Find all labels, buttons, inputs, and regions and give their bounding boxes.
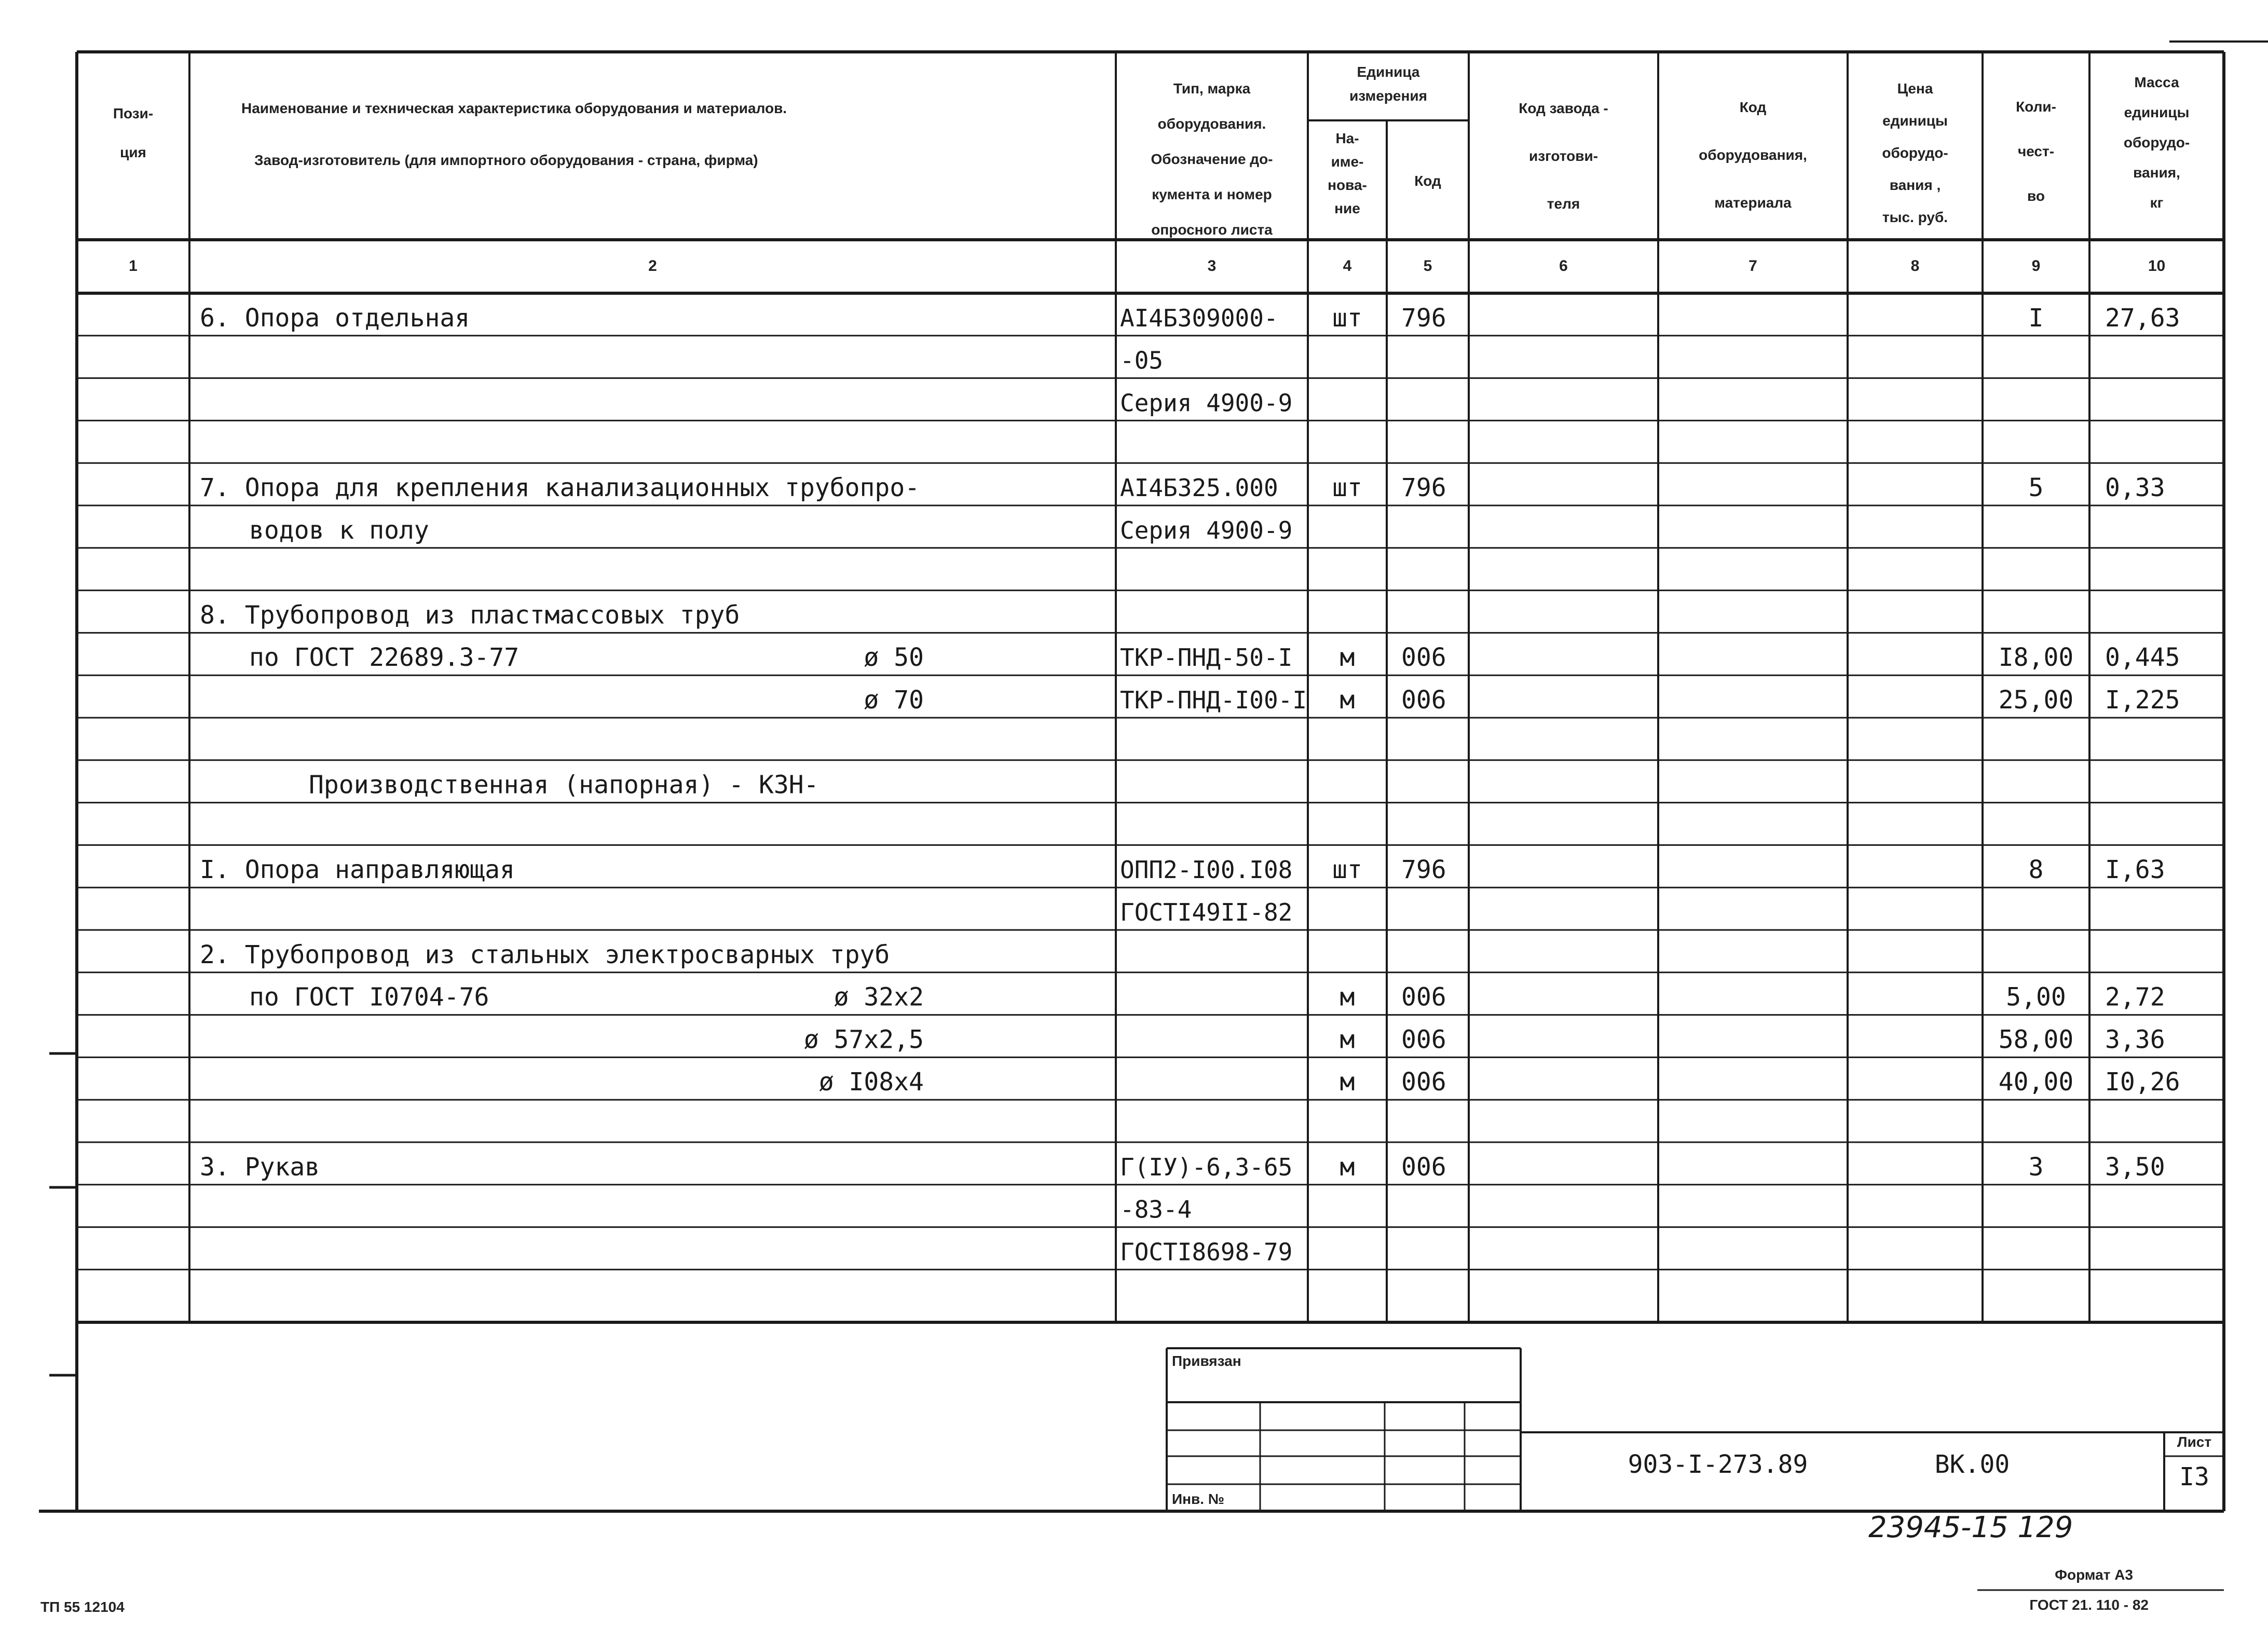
- gost-label: ГОСТ 21. 110 - 82: [2029, 1597, 2149, 1613]
- handwritten-number: 23945-15 129: [1868, 1511, 2073, 1544]
- row-mass: 0,33: [2105, 473, 2165, 502]
- row-unit: м: [1340, 643, 1355, 673]
- row-unit: шт: [1332, 473, 1362, 502]
- header-label: вания ,: [1889, 177, 1941, 193]
- inv-label: Инв. №: [1172, 1491, 1225, 1507]
- header-label: Единица: [1357, 64, 1420, 80]
- page-footer: [40, 1511, 2224, 1615]
- column-number: 5: [1423, 257, 1432, 275]
- row-name: 7. Опора для крепления канализационных трубопро-: [200, 473, 920, 502]
- row-unit: м: [1340, 686, 1355, 715]
- header-label: Тип, марка: [1173, 80, 1251, 97]
- row-mass: I,63: [2105, 855, 2165, 885]
- row-mass: 3,36: [2105, 1025, 2165, 1055]
- header-label: кг: [2150, 195, 2164, 211]
- header-label: тыс. руб.: [1882, 209, 1948, 225]
- header-label: Масса: [2134, 74, 2179, 90]
- row-mass: 2,72: [2105, 982, 2165, 1012]
- row-quantity: I: [2028, 303, 2044, 333]
- row-type: АI4Б325.000: [1120, 474, 1278, 502]
- row-quantity: 58,00: [1998, 1025, 2074, 1055]
- row-dimension: ø 32x2: [834, 982, 924, 1012]
- row-unit: шт: [1332, 855, 1362, 885]
- row-mass: 27,63: [2105, 303, 2180, 333]
- row-name: по ГОСТ 22689.3-77: [249, 643, 520, 673]
- row-code: 006: [1401, 643, 1446, 673]
- row-code: 796: [1401, 303, 1446, 333]
- header-label: име-: [1331, 154, 1364, 170]
- sheet-label: Лист: [2177, 1434, 2212, 1450]
- header-label: Код завода -: [1519, 100, 1608, 116]
- row-code: 796: [1401, 855, 1446, 885]
- row-code: 796: [1401, 473, 1446, 502]
- row-type: ГОСТI8698-79: [1120, 1238, 1293, 1266]
- header-label: Цена: [1897, 80, 1933, 97]
- column-number: 2: [648, 257, 657, 275]
- row-unit: м: [1340, 982, 1355, 1012]
- row-name: по ГОСТ I0704-76: [249, 982, 489, 1012]
- bound-label: Привязан: [1172, 1353, 1241, 1369]
- header-label: теля: [1547, 196, 1580, 212]
- row-type: АI4Б309000-: [1120, 304, 1278, 332]
- row-type: Серия 4900-9: [1120, 389, 1293, 417]
- header-label: Наименование и техническая характеристика оборудования и материалов.: [241, 100, 787, 116]
- row-dimension: ø 50: [864, 643, 924, 673]
- header-label: изготови-: [1528, 148, 1598, 164]
- row-name: водов к полу: [249, 515, 429, 545]
- row-code: 006: [1401, 982, 1446, 1012]
- column-number: 1: [129, 257, 138, 275]
- row-type: ТКР-ПНД-50-I: [1120, 643, 1293, 672]
- row-name: 2. Трубопровод из стальных электросварных труб: [200, 940, 890, 969]
- header-label: ция: [120, 144, 146, 160]
- column-number: 3: [1207, 257, 1217, 275]
- header-label: измерения: [1349, 88, 1427, 104]
- document-number: 903-I-273.89: [1628, 1450, 1808, 1479]
- header-label: Завод-изготовитель (для импортного оборудования - страна, фирма): [254, 152, 758, 168]
- row-mass: I,225: [2105, 686, 2180, 715]
- row-unit: м: [1340, 1067, 1355, 1097]
- format-label: Формат А3: [2055, 1567, 2133, 1583]
- table-header: [113, 64, 2190, 275]
- row-type: ОПП2-I00.I08: [1120, 856, 1293, 884]
- row-mass: I0,26: [2105, 1067, 2180, 1097]
- column-number: 8: [1910, 257, 1920, 275]
- row-quantity: 5,00: [2006, 982, 2066, 1012]
- row-type: -05: [1120, 346, 1164, 375]
- header-label: оборудования.: [1157, 116, 1266, 132]
- header-label: единицы: [1882, 113, 1948, 129]
- column-number: 6: [1559, 257, 1568, 275]
- header-label: оборудования,: [1699, 147, 1807, 163]
- header-label: единицы: [2124, 104, 2190, 120]
- column-number: 4: [1343, 257, 1352, 275]
- column-number: 10: [2148, 257, 2166, 275]
- row-quantity: I8,00: [1998, 643, 2074, 673]
- table-body: [200, 304, 2180, 1266]
- footer-left: ТП 55 12104: [40, 1599, 125, 1615]
- header-label: кумента и номер: [1152, 186, 1272, 202]
- header-label: во: [2027, 188, 2045, 204]
- row-type: Г(IУ)-6,3-65: [1120, 1153, 1293, 1181]
- title-block: [39, 1348, 2224, 1511]
- header-label: вания,: [2133, 165, 2180, 181]
- row-name: Производственная (напорная) - К3Н-: [309, 770, 819, 800]
- row-quantity: 5: [2028, 473, 2044, 502]
- row-code: 006: [1401, 1067, 1446, 1097]
- row-unit: шт: [1332, 303, 1362, 333]
- header-label: опросного листа: [1151, 222, 1273, 238]
- header-label: оборудо-: [2123, 134, 2190, 150]
- row-name: 8. Трубопровод из пластмассовых труб: [200, 600, 740, 630]
- row-mass: 0,445: [2105, 643, 2180, 673]
- header-label: Коли-: [2016, 99, 2056, 115]
- row-unit: м: [1340, 1025, 1355, 1055]
- header-label: На-: [1335, 130, 1359, 146]
- row-type: -83-4: [1120, 1195, 1192, 1224]
- row-dimension: ø 70: [864, 686, 924, 715]
- row-quantity: 25,00: [1998, 686, 2074, 715]
- row-code: 006: [1401, 1025, 1446, 1055]
- column-number: 7: [1748, 257, 1757, 275]
- row-code: 006: [1401, 686, 1446, 715]
- header-label: Код: [1414, 173, 1441, 189]
- row-mass: 3,50: [2105, 1152, 2165, 1182]
- row-unit: м: [1340, 1152, 1355, 1182]
- header-label: Код: [1739, 99, 1767, 115]
- header-label: Пози-: [113, 105, 154, 121]
- column-number: 9: [2031, 257, 2041, 275]
- header-label: материала: [1714, 195, 1792, 211]
- row-type: ГОСТI49II-82: [1120, 898, 1293, 926]
- row-type: Серия 4900-9: [1120, 516, 1293, 544]
- document-code: ВК.00: [1934, 1450, 2010, 1479]
- row-name: I. Опора направляющая: [200, 855, 515, 885]
- row-name: 6. Опора отдельная: [200, 303, 470, 333]
- header-label: Обозначение до-: [1151, 151, 1273, 167]
- row-dimension: ø I08x4: [818, 1067, 924, 1097]
- header-label: чест-: [2017, 143, 2055, 159]
- row-type: ТКР-ПНД-I00-I: [1120, 686, 1307, 714]
- header-label: ние: [1334, 200, 1360, 216]
- row-dimension: ø 57x2,5: [803, 1025, 924, 1055]
- row-quantity: 8: [2028, 855, 2044, 885]
- header-label: нова-: [1328, 177, 1367, 193]
- sheet-number: I3: [2179, 1462, 2209, 1491]
- row-quantity: 3: [2028, 1152, 2044, 1182]
- row-quantity: 40,00: [1998, 1067, 2074, 1097]
- row-code: 006: [1401, 1152, 1446, 1182]
- header-label: оборудо-: [1882, 145, 1948, 161]
- row-name: 3. Рукав: [200, 1152, 320, 1182]
